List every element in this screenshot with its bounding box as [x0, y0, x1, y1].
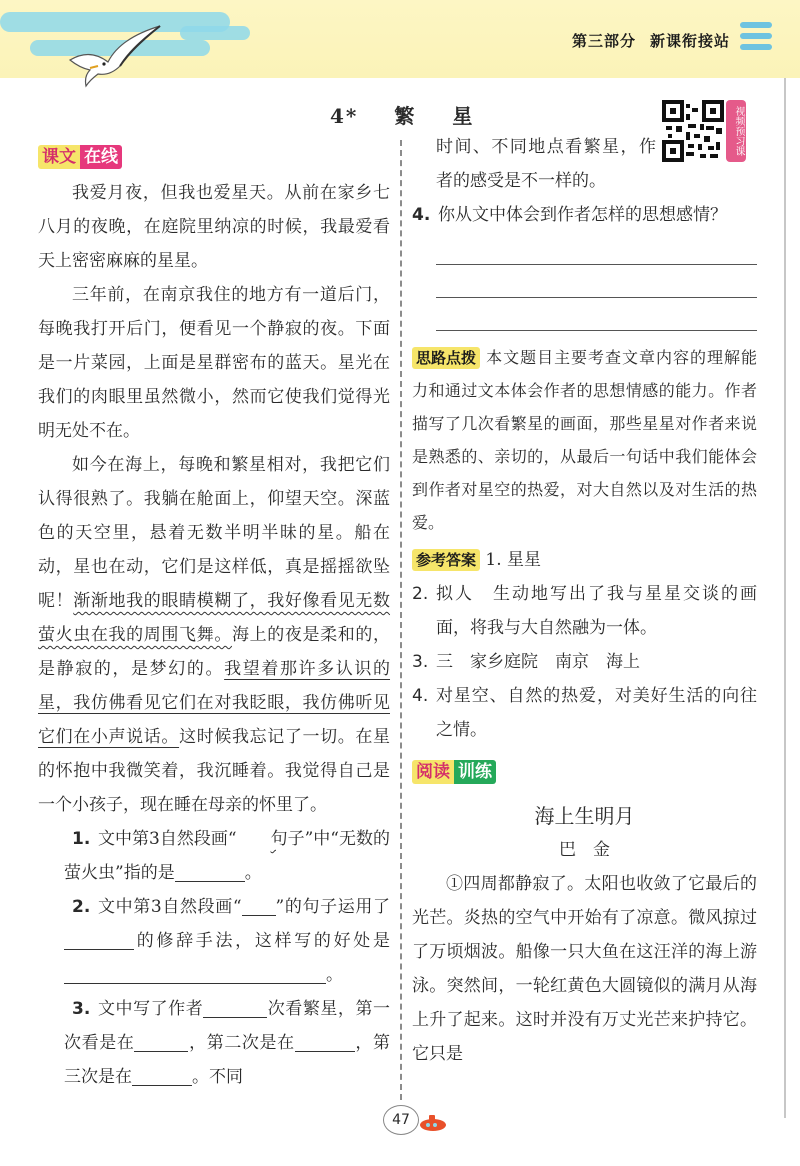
- answer-blank[interactable]: [203, 997, 267, 1018]
- column-divider: [400, 140, 402, 1100]
- text-paragraph-2: 三年前，在南京我住的地方有一道后门，每晚我打开后门，便看见一个静寂的夜。下面是一片菜园，上面是星群密布的蓝天。星光在我们的肉眼里虽然微小，然而它使我们觉得光明无处不在。: [38, 285, 390, 441]
- question-number: 2.: [72, 897, 91, 917]
- text-paragraph-1: 我爱月夜，但我也爱星天。从前在家乡七八月的夜晚，在庭院里纳凉的时候，我最爱看天上密密麻麻的星星。: [38, 183, 390, 271]
- answer-blank[interactable]: [175, 861, 245, 882]
- reading-title: 海上生明月: [534, 804, 635, 828]
- answer-2: [412, 577, 757, 645]
- question-3: [38, 992, 390, 1094]
- text-segment: 海上的夜是柔和的，是静寂的，是梦幻的。: [38, 625, 391, 679]
- question-text: 文中第3自然段画“: [98, 829, 237, 849]
- answer-1: 1. 星星: [485, 550, 542, 570]
- question-text: 次看繁星，第一次看是在: [64, 999, 391, 1053]
- question-1: [38, 822, 390, 890]
- badge-part: 训练: [454, 760, 496, 784]
- lesson-title-char: 繁: [394, 104, 417, 128]
- hint-section: [412, 341, 757, 539]
- header-cloud: [180, 26, 250, 40]
- question-text: 。不同: [192, 1067, 243, 1087]
- page-header: [0, 0, 800, 78]
- question-text: ”的句子运用了: [275, 897, 390, 917]
- question-text: 。: [326, 965, 343, 985]
- answer-line[interactable]: [436, 232, 757, 265]
- answer-line[interactable]: [436, 265, 757, 298]
- question-number: 1.: [72, 829, 91, 849]
- page-edge-rule: [784, 78, 786, 1118]
- answers-badge: 参考答案: [412, 549, 480, 571]
- question-text: 。: [244, 863, 262, 883]
- right-column: [412, 130, 757, 1071]
- reading-section: [412, 747, 757, 1071]
- header-tab-decoration: [740, 22, 772, 62]
- lesson-number: 4*: [330, 104, 359, 128]
- text-online-badge: [38, 140, 122, 174]
- seagull-icon: [60, 18, 170, 88]
- answer-blank[interactable]: [132, 1065, 192, 1086]
- answer-blank[interactable]: [134, 1031, 188, 1052]
- question-text: ，第三次是在: [64, 1033, 391, 1087]
- question-3-continued: 时间、不同地点看繁星，作者的感受是不一样的。: [436, 137, 656, 191]
- answers-header: [412, 543, 757, 577]
- text-segment: 这时候我忘记了一切。在星的怀抱中我微笑着，我沉睡着。我觉得自己是一个小孩子，现在睡在母亲的怀里了。: [38, 727, 391, 815]
- reading-author: 巴 金: [559, 840, 610, 860]
- line-mark: [242, 895, 276, 916]
- answer-number: 2.: [412, 584, 429, 604]
- left-column: [38, 140, 390, 1094]
- lesson-title: [330, 100, 474, 129]
- badge-part: 课文: [38, 145, 80, 169]
- answer-blank[interactable]: [64, 929, 134, 950]
- question-4: [412, 198, 757, 232]
- video-preview-tag[interactable]: 视频预习课: [726, 100, 746, 162]
- text-segment: 如今在海上，每晚和繁星相对，我把它们认得很熟了。我躺在舱面上，仰望天空。深蓝色的天空里，悬着无数半明半昧的星。船在动，星也在动，它们是这样低，真是摇摇欲坠呢！: [38, 455, 390, 611]
- question-text: 你从文中体会到作者怎样的思想感情？: [438, 205, 727, 225]
- answer-text: 三 家乡庭院 南京 海上: [436, 652, 640, 672]
- question-text: 文中第3自然段画“: [98, 897, 242, 917]
- wavy-underlined-sentence: 渐渐地我的眼睛模糊了，我好像看见无数萤火虫在我的周围飞舞。: [38, 591, 391, 645]
- question-text: 的修辞手法，这样写的好处是: [134, 931, 390, 951]
- wavy-line-mark: [237, 822, 271, 856]
- question-text: 句子”中“无数的萤火虫”指的是: [64, 829, 390, 883]
- question-text: 文中写了作者: [98, 999, 204, 1019]
- answer-text: 对星空、自然的热爱，对美好生活的向往之情。: [436, 686, 757, 740]
- hint-text: 本文题目主要考查文章内容的理解能力和通过文本体会作者的思想情感的能力。作者描写了几次看繁星的画面，那些星星对作者来说是熟悉的、亲切的，从最后一句话中我们能体会到作者对星空的热爱，对大自然以及对生活的热爱。: [412, 348, 757, 532]
- text-paragraph-3: [38, 448, 390, 822]
- reading-training-badge: [412, 755, 496, 789]
- answer-3: [412, 645, 757, 679]
- answer-blank[interactable]: [64, 963, 326, 984]
- question-text: ，第二次是在: [188, 1033, 295, 1053]
- header-title: [558, 30, 730, 51]
- question-number: 4.: [412, 205, 431, 225]
- underlined-sentence: 我望着那许多认识的星，我仿佛看见它们在对我眨眼，我仿佛听见它们在小声说话。: [38, 659, 391, 747]
- answer-text: 拟人 生动地写出了我与星星交谈的画面，将我与大自然融为一体。: [436, 584, 757, 638]
- page-number: 47: [383, 1105, 419, 1135]
- answer-blank[interactable]: [295, 1031, 355, 1052]
- question-2: [38, 890, 390, 992]
- submarine-icon: [418, 1112, 448, 1132]
- reading-paragraph-1: ①四周都静寂了。太阳也收敛了它最后的光芒。炎热的空气中开始有了凉意。微风掠过了万顷烟波。船像一只大鱼在这汪洋的海上游泳。突然间，一轮红黄色大圆镜似的满月从海上升了起来。这时并没有万丈光芒来护持它。它只是: [412, 874, 757, 1064]
- hint-badge: 思路点拨: [412, 347, 480, 369]
- answer-number: 4.: [412, 686, 429, 706]
- lesson-title-char: 星: [452, 104, 475, 128]
- answer-4: [412, 679, 757, 747]
- answer-line[interactable]: [436, 298, 757, 331]
- badge-part: 阅读: [412, 760, 454, 784]
- header-part: 第三部分: [571, 32, 636, 50]
- header-section: 新课衔接站: [649, 32, 730, 50]
- question-number: 3.: [72, 999, 91, 1019]
- answer-number: 3.: [412, 652, 429, 672]
- badge-part: 在线: [80, 145, 122, 169]
